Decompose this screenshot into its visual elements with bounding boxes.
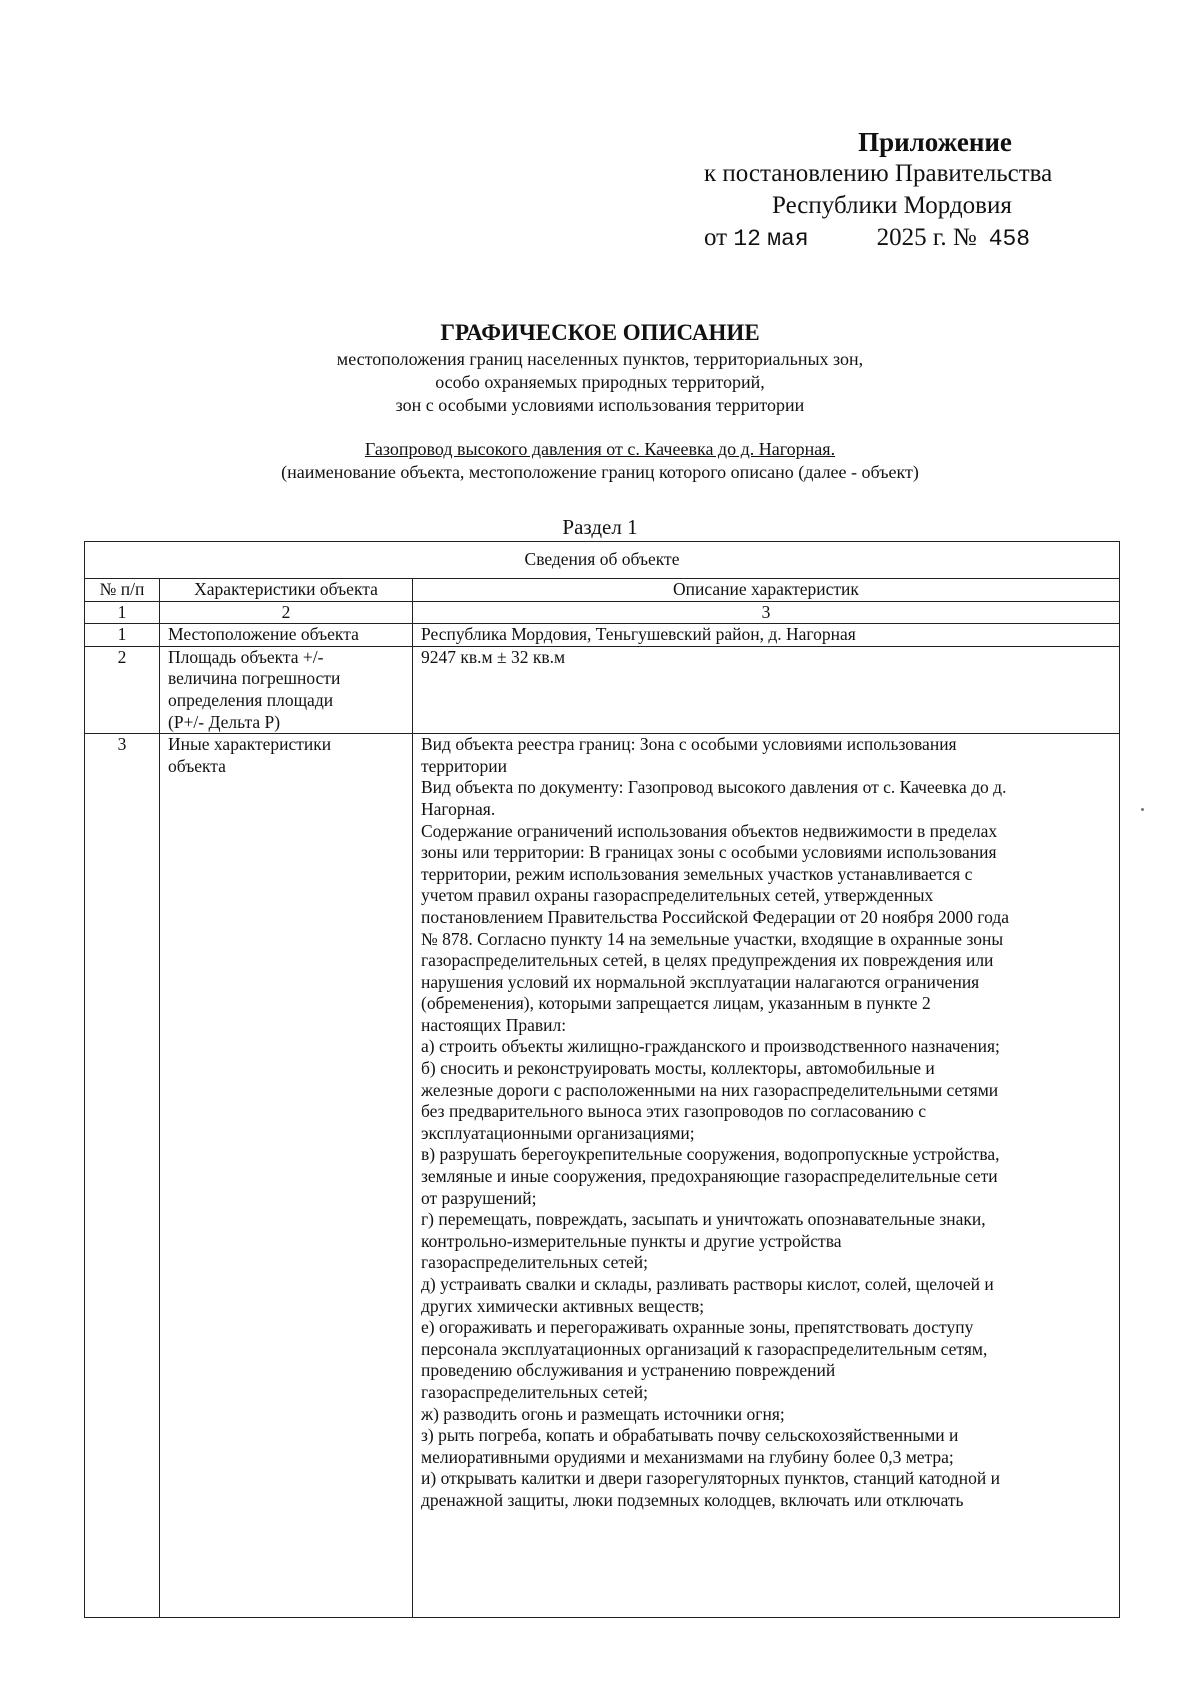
text-line: г) перемещать, повреждать, засыпать и уничтожать опознавательные знаки, xyxy=(421,1209,986,1230)
row-number: 1 xyxy=(85,624,160,647)
row-number: 3 xyxy=(85,734,160,1618)
object-info-table xyxy=(84,541,1120,1618)
row-description xyxy=(413,646,1120,733)
text-line: постановлением Правительства Российской Федерации от 20 ноября 2000 года xyxy=(421,906,1010,927)
text-line: (обременения), которыми запрещается лицам, указанным в пункте 2 xyxy=(421,993,931,1014)
table-row xyxy=(85,624,1120,647)
subtitle-line-1: местоположения границ населенных пунктов, территориальных зон, xyxy=(336,349,864,369)
text-line: а) строить объекты жилищно-гражданского и производственного назначения; xyxy=(421,1036,1000,1057)
description-text xyxy=(421,734,1111,1617)
text-line: эксплуатационными организациями; xyxy=(421,1122,695,1143)
object-note: (наименование объекта, местоположение границ которого описано (далее - объект) xyxy=(281,462,919,482)
appendix-title: Приложение xyxy=(858,127,1012,157)
row-characteristic xyxy=(160,624,413,647)
text-line: № 878. Согласно пункту 14 на земельные участки, входящие в охранные зоны xyxy=(421,928,1004,949)
row-characteristic xyxy=(160,646,413,733)
text-line: газораспределительных сетей; xyxy=(421,1252,648,1273)
text-line: проведению обслуживания и устранению повреждений xyxy=(421,1360,836,1381)
text-line: мелиоративными орудиями и механизмами на глубину более 0,3 метра; xyxy=(421,1446,954,1467)
text-line: Вид объекта реестра границ: Зона с особыми условиями использования xyxy=(421,734,957,755)
text-line: определения площади xyxy=(168,689,334,710)
text-line: земляные и иные сооружения, предохраняющие газораспределительные сети xyxy=(421,1166,998,1187)
text-line: в) разрушать берегоукрепительные сооружения, водопропускные устройства, xyxy=(421,1144,1000,1165)
text-line: контрольно-измерительные пункты и другие устройства xyxy=(421,1230,842,1251)
text-line: объекта xyxy=(168,755,226,776)
date-day: 12 xyxy=(733,226,761,252)
text-line: Вид объекта по документу: Газопровод высокого давления от с. Качеевка до д. xyxy=(421,777,1007,798)
column-header-description: Описание характеристик xyxy=(413,579,1120,602)
section-label: Раздел 1 xyxy=(562,515,638,539)
text-line: настоящих Правил: xyxy=(421,1014,567,1035)
text-line: з) рыть погреба, копать и обрабатывать почву сельскохозяйственными и xyxy=(421,1425,959,1446)
appendix-block xyxy=(700,126,1120,255)
column-number: 3 xyxy=(413,601,1120,624)
column-header-num: № п/п xyxy=(85,579,160,602)
column-number-row xyxy=(85,601,1120,624)
appendix-date-line xyxy=(700,222,1120,255)
column-header-characteristic: Характеристики объекта xyxy=(160,579,413,602)
text-line: территории, режим использования земельных участков устанавливается с xyxy=(421,863,973,884)
row-description xyxy=(413,624,1120,647)
text-line: газораспределительных сетей; xyxy=(421,1381,648,1402)
text-line: и) открывать калитки и двери газорегуляторных пунктов, станций катодной и xyxy=(421,1468,1000,1489)
text-line: от разрушений; xyxy=(421,1187,537,1208)
doc-number: 458 xyxy=(988,226,1031,252)
table-row xyxy=(85,734,1120,1618)
appendix-line-2: Республики Мордовия xyxy=(772,192,1012,219)
object-name: Газопровод высокого давления от с. Качеевка до д. Нагорная. xyxy=(364,439,836,459)
row-characteristic xyxy=(160,734,413,1618)
row-description xyxy=(413,734,1120,1618)
text-line: Площадь объекта +/- xyxy=(168,646,324,667)
table-row xyxy=(85,646,1120,733)
date-month: мая xyxy=(767,226,809,252)
column-number: 2 xyxy=(160,601,413,624)
text-line: величина погрешности xyxy=(168,668,341,689)
scan-speck xyxy=(1141,808,1144,811)
document-title: ГРАФИЧЕСКОЕ ОПИСАНИЕ xyxy=(440,320,760,345)
text-line: территории xyxy=(421,755,507,776)
text-line: е) огораживать и перегораживать охранные зоны, препятствовать доступу xyxy=(421,1317,974,1338)
text-line: зоны или территории: В границах зоны с особыми условиями использования xyxy=(421,842,997,863)
table-caption: Сведения об объекте xyxy=(85,542,1120,579)
text-line: нарушения условий их нормальной эксплуатации налагаются ограничения xyxy=(421,971,980,992)
text-line: б) сносить и реконструировать мосты, коллекторы, автомобильные и xyxy=(421,1058,935,1079)
text-line: других химически активных веществ; xyxy=(421,1295,705,1316)
text-line: железные дороги с расположенными на них газораспределительными сетями xyxy=(421,1079,999,1100)
text-line: 9247 кв.м ± 32 кв.м xyxy=(421,646,566,667)
text-line: учетом правил охраны газораспределительных сетей, утвержденных xyxy=(421,885,934,906)
text-line: персонала эксплуатационных организаций к газораспределительным сетям, xyxy=(421,1338,988,1359)
table-caption-row xyxy=(85,542,1120,579)
subtitle-line-3: зон с особыми условиями использования территории xyxy=(395,395,805,415)
appendix-line-1: к постановлению Правительства xyxy=(704,160,1053,187)
text-line: без предварительного выноса этих газопроводов по согласованию с xyxy=(421,1101,926,1122)
text-line: дренажной защиты, люки подземных колодцев, включать или отключать xyxy=(421,1489,964,1510)
column-number: 1 xyxy=(85,601,160,624)
text-line: ж) разводить огонь и размещать источники огня; xyxy=(421,1403,785,1424)
table-header-row xyxy=(85,579,1120,602)
text-line: Содержание ограничений использования объектов недвижимости в пределах xyxy=(421,820,998,841)
text-line: Местоположение объекта xyxy=(168,624,359,645)
text-line: газораспределительных сетей, в целях предупреждения их повреждения или xyxy=(421,950,994,971)
subtitle-line-2: особо охраняемых природных территорий, xyxy=(435,372,765,392)
document-header xyxy=(80,318,1120,484)
date-prefix: от xyxy=(704,224,728,251)
text-line: Республика Мордовия, Теньгушевский район, д. Нагорная xyxy=(421,624,856,645)
text-line: (P+/- Дельта P) xyxy=(168,711,281,732)
date-year: 2025 г. № xyxy=(876,224,977,251)
text-line: д) устраивать свалки и склады, разливать растворы кислот, солей, щелочей и xyxy=(421,1274,994,1294)
text-line: Иные характеристики xyxy=(168,734,332,755)
row-number: 2 xyxy=(85,646,160,733)
text-line: Нагорная. xyxy=(421,798,496,819)
